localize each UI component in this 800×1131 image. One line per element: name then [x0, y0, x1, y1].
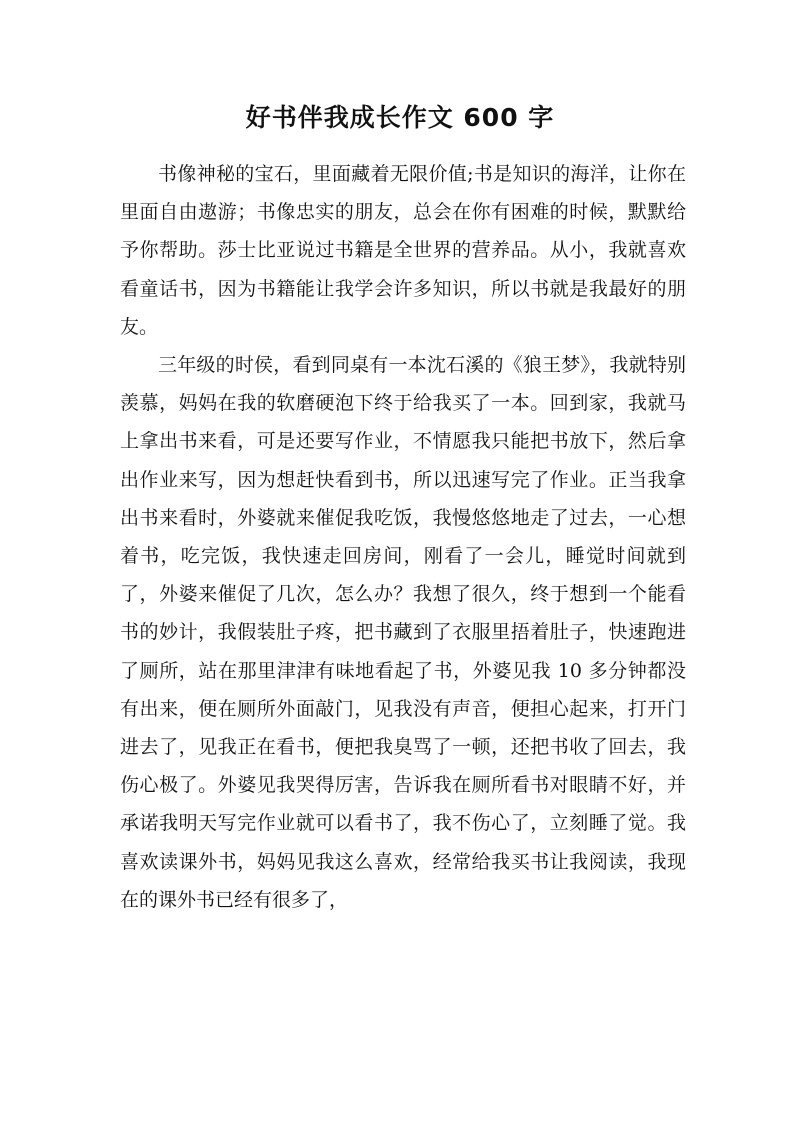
document-body: [120, 155, 686, 919]
document-title: 好书伴我成长作文 600 字: [245, 103, 555, 132]
paragraph-1: 书像神秘的宝石，里面藏着无限价值;书是知识的海洋，让你在里面自由遨游；书像忠实的朋友，总会在你有困难的时候，默默给予你帮助。莎士比亚说过书籍是全世界的营养品。从小，我就喜欢看童话书，因为书籍能让我学会许多知识，所以书就是我最好的朋友。: [120, 163, 686, 338]
paragraph-2: 三年级的时侯，看到同桌有一本沈石溪的《狼王梦》，我就特别羡慕，妈妈在我的软磨硬泡下终于给我买了一本。回到家，我就马上拿出书来看，可是还要写作业，不情愿我只能把书放下，然后拿出作业来写，因为想赶快看到书，所以迅速写完了作业。正当我拿出书来看时，外婆就来催促我吃饭，我慢悠悠地走了过去，一心想着书，吃完饭，我快速走回房间，刚看了一会儿，睡觉时间就到了，外婆来催促了几次，怎么办？我想了很久，终于想到一个能看书的妙计，我假装肚子疼，把书藏到了衣服里捂着肚子，快速跑进了厕所，站在那里津津有味地看起了书，外婆见我 10 多分钟都没有出来，便在厕所外面敲门，见我没有声音，便担心起来，打开门进去了，见我正在看书，便把我臭骂了一顿，还把书收了回去，我伤心极了。外婆见我哭得厉害，告诉我在厕所看书对眼睛不好，并承诺我明天写完作业就可以看书了，我不伤心了，立刻睡了觉。我喜欢读课外书，妈妈见我这么喜欢，经常给我买书让我阅读，我现在的课外书已经有很多了，: [120, 354, 686, 911]
